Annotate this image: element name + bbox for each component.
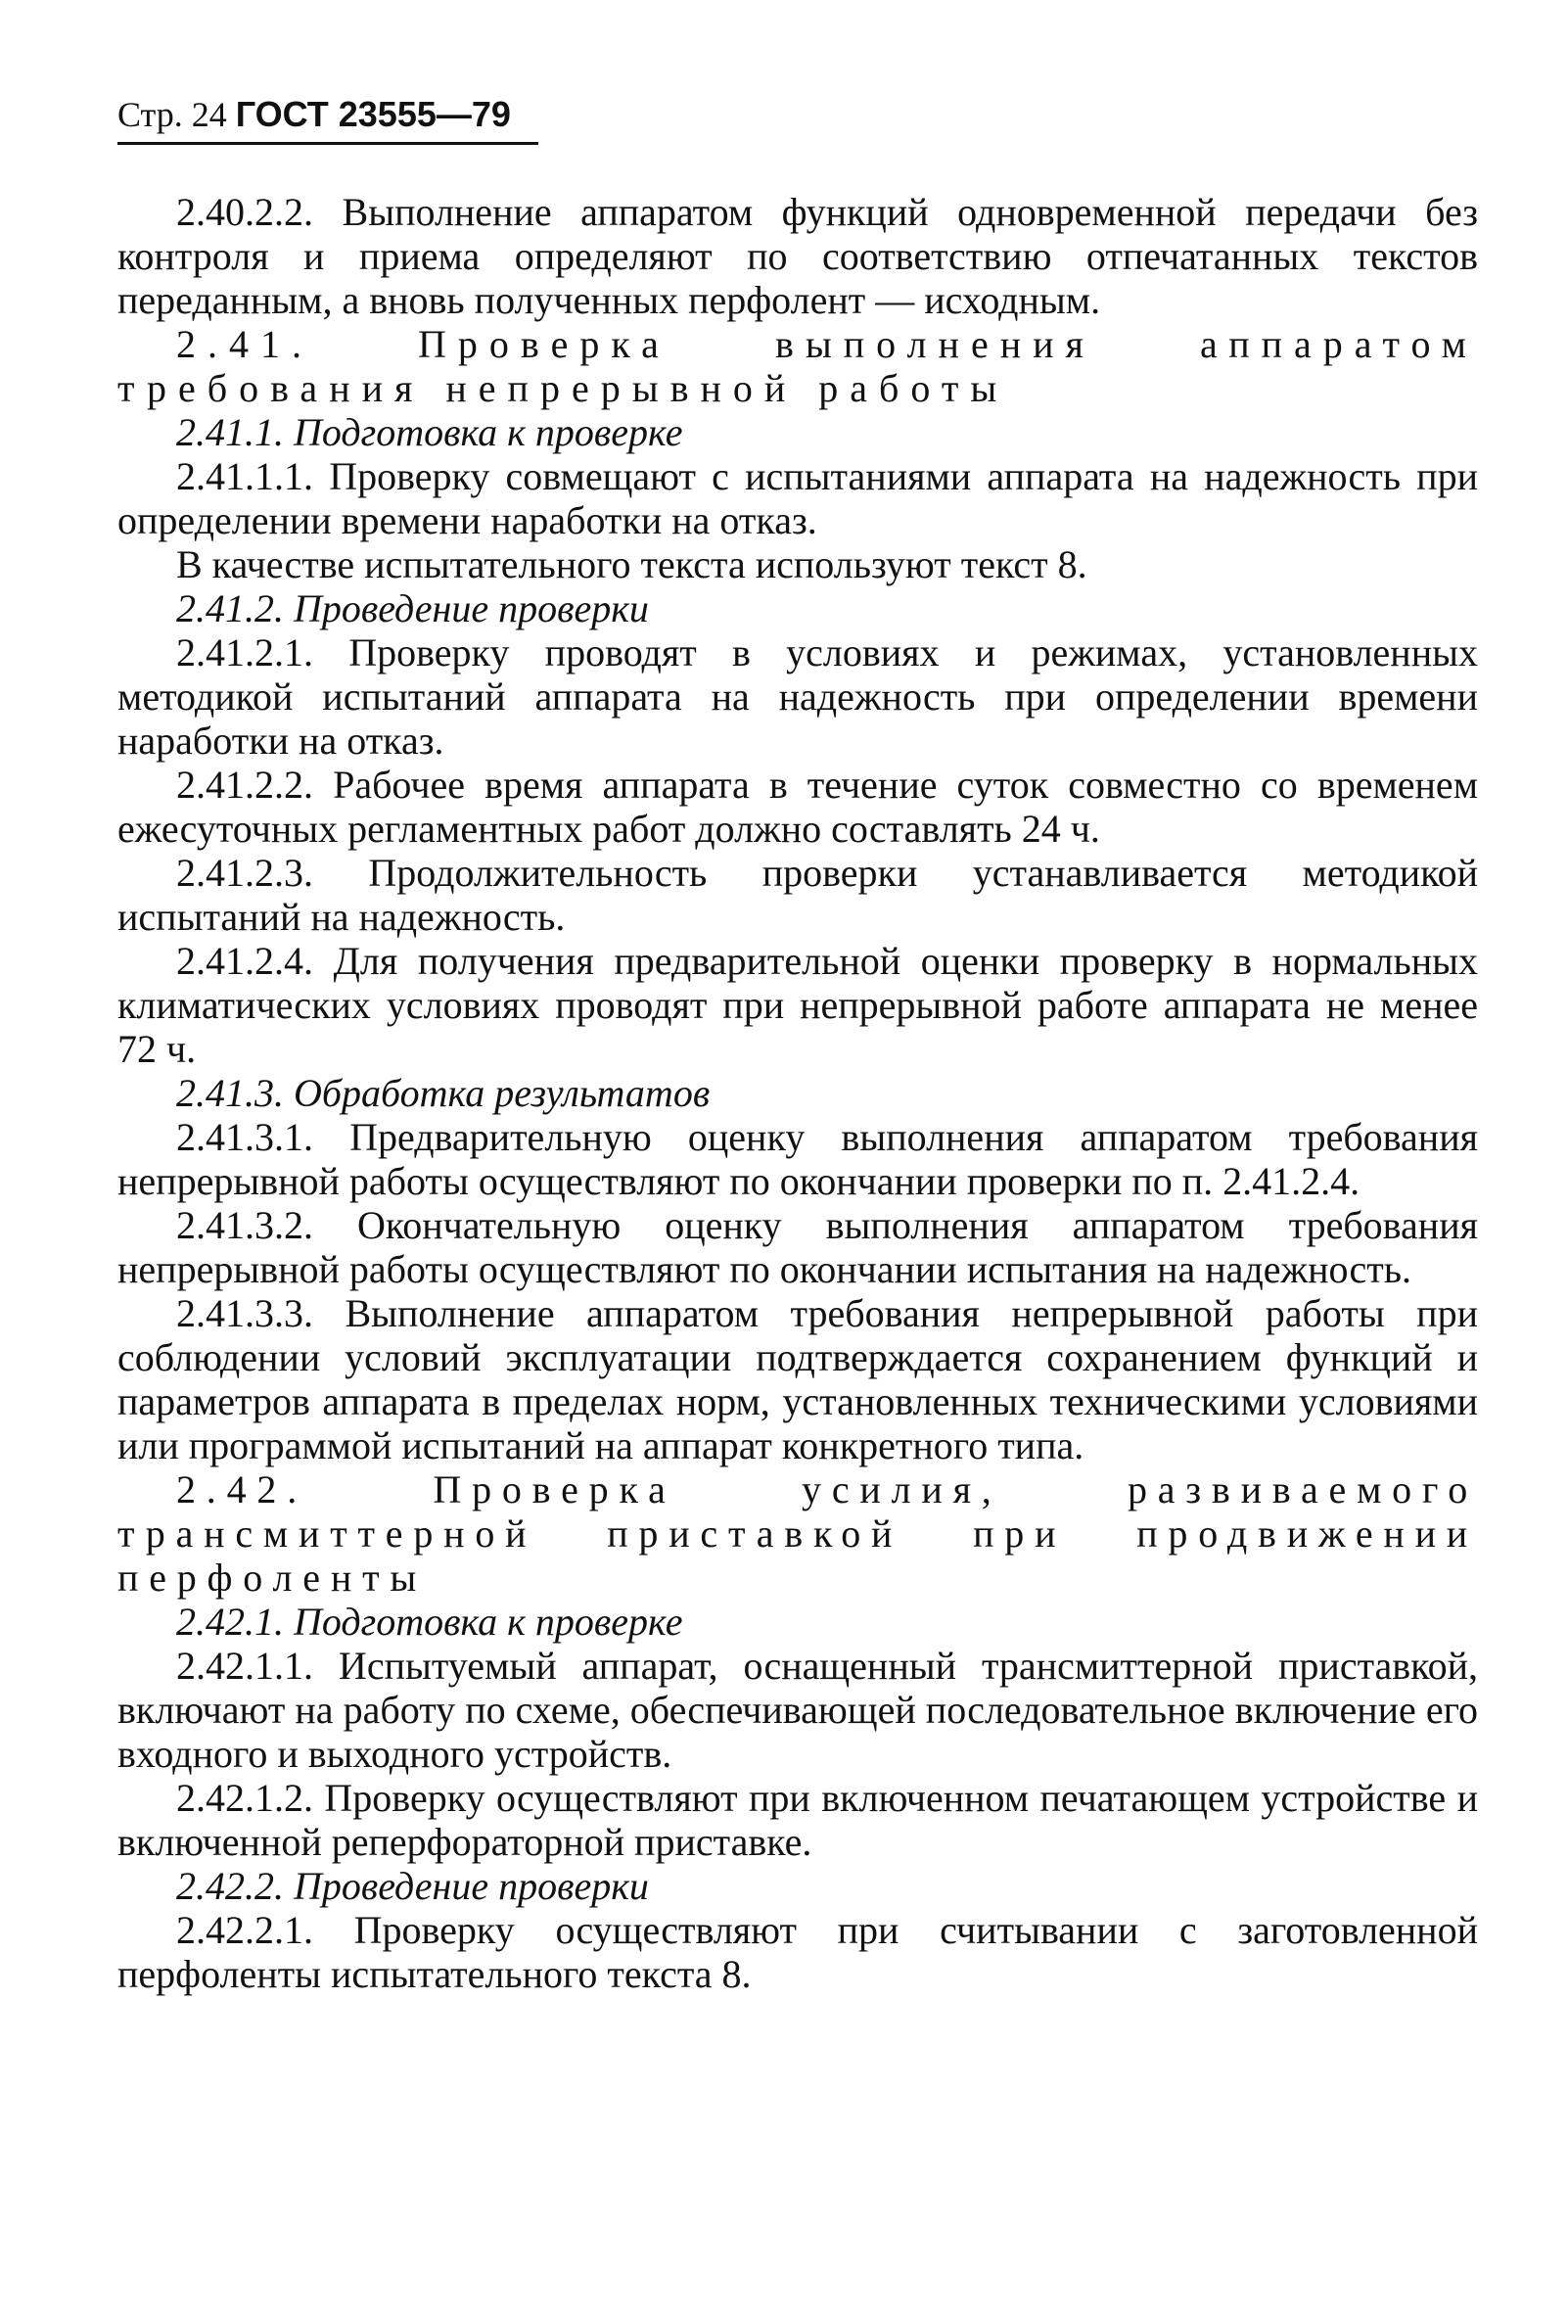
paragraph: 2.41.2.4. Для получения предварительной оценки проверку в нормальных климатических условиях проводят при непрерывной работе аппарата не менее 72 ч. (117, 939, 1478, 1071)
page-number: Стр. 24 (117, 95, 227, 134)
paragraph: 2.42.1.2. Проверку осуществляют при включенном печатающем устройстве и включенной реперфораторной приставке. (117, 1776, 1478, 1864)
paragraph: 2.42.1.1. Испытуемый аппарат, оснащенный трансмиттерной приставкой, включают на работу по схеме, обеспечивающей последовательное включение его входного и выходного устройств. (117, 1644, 1478, 1776)
subsection-heading: 2.41.2. Проведение проверки (176, 586, 649, 630)
paragraph: 2.41.2.1. Проверку проводят в условиях и режимах, установленных методикой испытаний аппарата на надежность при определении времени наработки на отказ. (117, 630, 1478, 763)
section-heading: 2.42. Проверка усилия, развиваемого трансмиттерной приставкой при продвижении перфоленты (117, 1467, 1478, 1600)
paragraph: 2.42.2.1. Проверку осуществляют при считывании с заготовленной перфоленты испытательного текста 8. (117, 1908, 1478, 1996)
subsection-heading: 2.41.1. Подготовка к проверке (176, 410, 683, 454)
document-body (117, 190, 1478, 1996)
page-header (117, 93, 538, 145)
paragraph: 2.41.2.3. Продолжительность проверки устанавливается методикой испытаний на надежность. (117, 851, 1478, 939)
paragraph: 2.41.3.2. Окончательную оценку выполнения аппаратом требования непрерывной работы осуществляют по окончании испытания на надежность. (117, 1203, 1478, 1291)
paragraph: 2.41.1.1. Проверку совмещают с испытаниями аппарата на надежность при определении времени наработки на отказ. (117, 454, 1478, 542)
section-heading: 2.41. Проверка выполнения аппаратом требования непрерывной работы (117, 322, 1478, 410)
paragraph: 2.41.3.3. Выполнение аппаратом требования непрерывной работы при соблюдении условий эксплуатации подтверждается сохранением функций и параметров аппарата в пределах норм, установленных техническими условиями или программой испытаний на аппарат конкретного типа. (117, 1291, 1478, 1467)
paragraph: 2.41.3.1. Предварительную оценку выполнения аппаратом требования непрерывной работы осуществляют по окончании проверки по п. 2.41.2.4. (117, 1115, 1478, 1203)
paragraph: В качестве испытательного текста используют текст 8. (176, 542, 1087, 586)
subsection-heading: 2.42.2. Проведение проверки (176, 1864, 649, 1908)
subsection-heading: 2.42.1. Подготовка к проверке (176, 1600, 683, 1644)
document-page (117, 93, 1478, 1996)
paragraph: 2.41.2.2. Рабочее время аппарата в течение суток совместно со временем ежесуточных регламентных работ должно составлять 24 ч. (117, 763, 1478, 851)
paragraph: 2.40.2.2. Выполнение аппаратом функций одновременной передачи без контроля и приема определяют по соответствию отпечатанных текстов переданным, а вновь полученных перфолент — исходным. (117, 190, 1478, 322)
standard-number: ГОСТ 23555—79 (235, 94, 511, 134)
subsection-heading: 2.41.3. Обработка результатов (176, 1071, 711, 1115)
